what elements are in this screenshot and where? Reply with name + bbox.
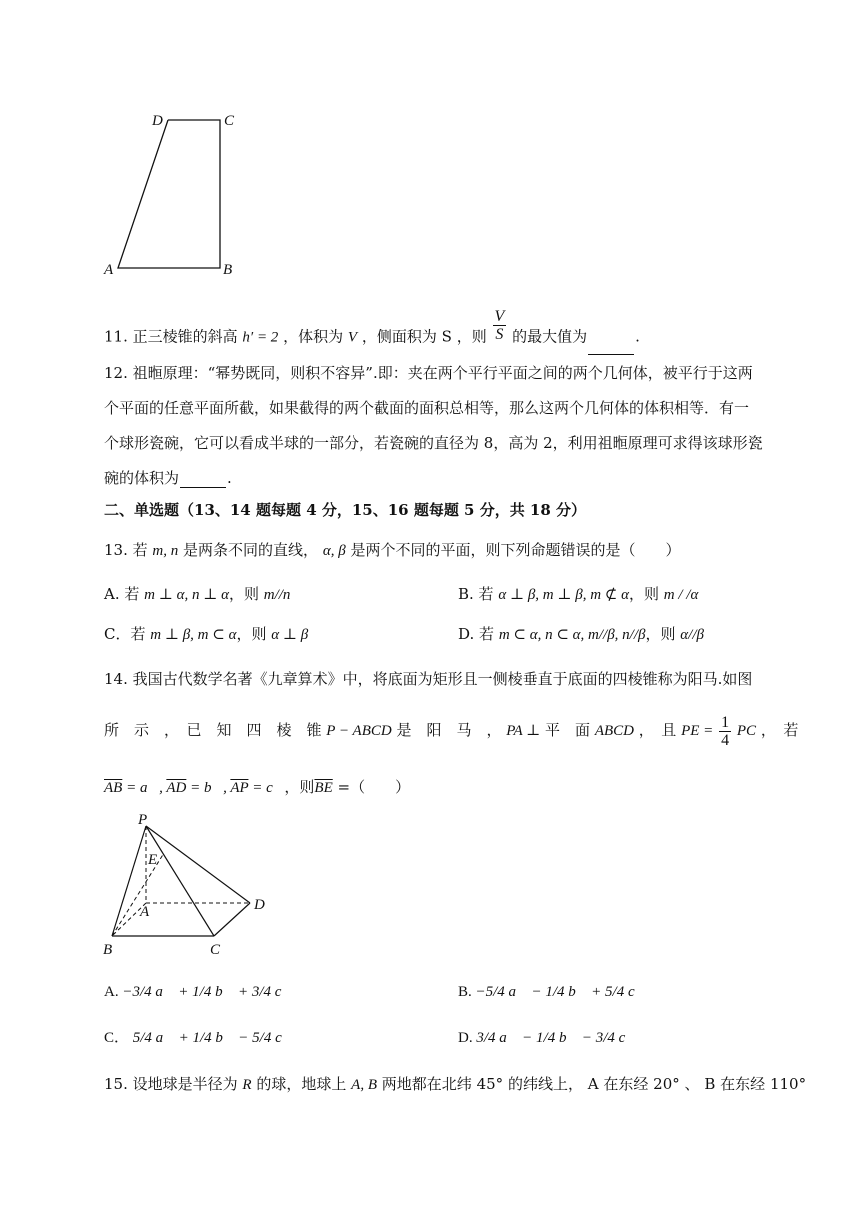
label-D: D bbox=[254, 897, 265, 913]
label-A: A bbox=[140, 904, 150, 920]
question-14-line2: 所 示 ， 已 知 四 棱 锥 P − ABCD 是 阳 马 ， PA ⊥ 平 面 ABCD ， 且 PE = $\frac{1}{4}$ PC ， 若 bbox=[104, 713, 799, 749]
label-C: C bbox=[224, 113, 235, 129]
question-14-line1: 14. 我国古代数学名著《九章算术》中，将底面为矩形且一侧棱垂直于底面的四棱锥称为阳马.如图 bbox=[104, 670, 753, 688]
label-B: B bbox=[103, 942, 113, 958]
option-14-C[interactable]: C． 5/4 a⃗ + 1/4 b⃗ − 5/4 c⃗ bbox=[104, 1030, 294, 1046]
label-E: E bbox=[148, 852, 158, 868]
option-13-D[interactable]: D. 若 m ⊂ α, n ⊂ α, m//β, n//β，则 α//β bbox=[458, 625, 704, 643]
label-P: P bbox=[138, 812, 148, 828]
option-14-C-expr: 5/4 a⃗ + 1/4 b⃗ − 5/4 c⃗ bbox=[132, 1030, 294, 1046]
label-C: C bbox=[210, 942, 221, 958]
section-2-title: 二、单选题（13、14 题每题 4 分，15、16 题每题 5 分，共 18 分） bbox=[104, 501, 587, 519]
question-12-line2: 个平面的任意平面所截，如果截得的两个截面的面积总相等，那么这两个几何体的体积相等．有一 bbox=[104, 399, 750, 417]
v-over-s-fraction: $\frac{V}{S}$ bbox=[494, 308, 505, 343]
question-15-stem: 15. 设地球是半径为 R 的球，地球上 A, B 两地都在北纬 45° 的纬线上， A 在东经 20° 、 B 在东经 110° bbox=[104, 1075, 807, 1093]
option-13-A[interactable]: A. 若 m ⊥ α, n ⊥ α，则 m//n bbox=[104, 585, 291, 603]
label-A: A bbox=[104, 262, 114, 278]
question-12-line4: 碗的体积为 . bbox=[104, 469, 232, 487]
option-13-B[interactable]: B. 若 α ⊥ β, m ⊥ β, m ⊄ α，则 m / /α bbox=[458, 585, 699, 603]
question-13-stem: 13. 若 m, n 是两条不同的直线， α, β 是两个不同的平面，则下列命题错误的是（ ） bbox=[104, 541, 681, 559]
label-D: D bbox=[152, 113, 163, 129]
answer-blank-12[interactable] bbox=[180, 473, 226, 488]
option-14-A[interactable]: A. −3/4 a⃗ + 1/4 b⃗ + 3/4 c⃗ bbox=[104, 984, 294, 1000]
question-14-line3: $\overline{AB}$ = a⃗, $\overline{AD}$ = b⃗, $\overline{AP}$ = c⃗，则$\overline{BE}$ =（ ） bbox=[104, 778, 411, 796]
option-14-D-expr: 3/4 a⃗ − 1/4 b⃗ − 3/4 c⃗ bbox=[476, 1030, 638, 1046]
one-quarter-fraction: $\frac{1}{4}$ bbox=[721, 713, 730, 749]
question-12-line3: 个球形瓷碗，它可以看成半球的一部分，若瓷碗的直径为 8，高为 2，利用祖暅原理可求得该球形瓷 bbox=[104, 434, 763, 452]
question-12-line1: 12. 祖暅原理：“幂势既同，则积不容异”.即：夹在两个平行平面之间的两个几何体，被平行于这两 bbox=[104, 364, 753, 382]
option-14-B[interactable]: B. −5/4 a⃗ − 1/4 b⃗ + 5/4 c⃗ bbox=[458, 984, 647, 1000]
question-11: 11. 正三棱锥的斜高 h′ = 2 ，体积为 V ，侧面积为 S ，则 $\frac{V}{S}$ 的最大值为 . bbox=[104, 320, 640, 355]
label-B: B bbox=[223, 262, 233, 278]
option-14-D[interactable]: D. 3/4 a⃗ − 1/4 b⃗ − 3/4 c⃗ bbox=[458, 1030, 638, 1046]
trapezoid-figure bbox=[100, 108, 250, 280]
option-14-A-expr: −3/4 a⃗ + 1/4 b⃗ + 3/4 c⃗ bbox=[122, 984, 294, 1000]
option-13-C[interactable]: C．若 m ⊥ β, m ⊂ α，则 α ⊥ β bbox=[104, 625, 309, 643]
answer-blank-11[interactable] bbox=[588, 340, 634, 355]
pyramid-figure bbox=[100, 812, 280, 962]
option-14-B-expr: −5/4 a⃗ − 1/4 b⃗ + 5/4 c⃗ bbox=[475, 984, 647, 1000]
slant-height-expr: h′ = 2 bbox=[242, 329, 279, 346]
